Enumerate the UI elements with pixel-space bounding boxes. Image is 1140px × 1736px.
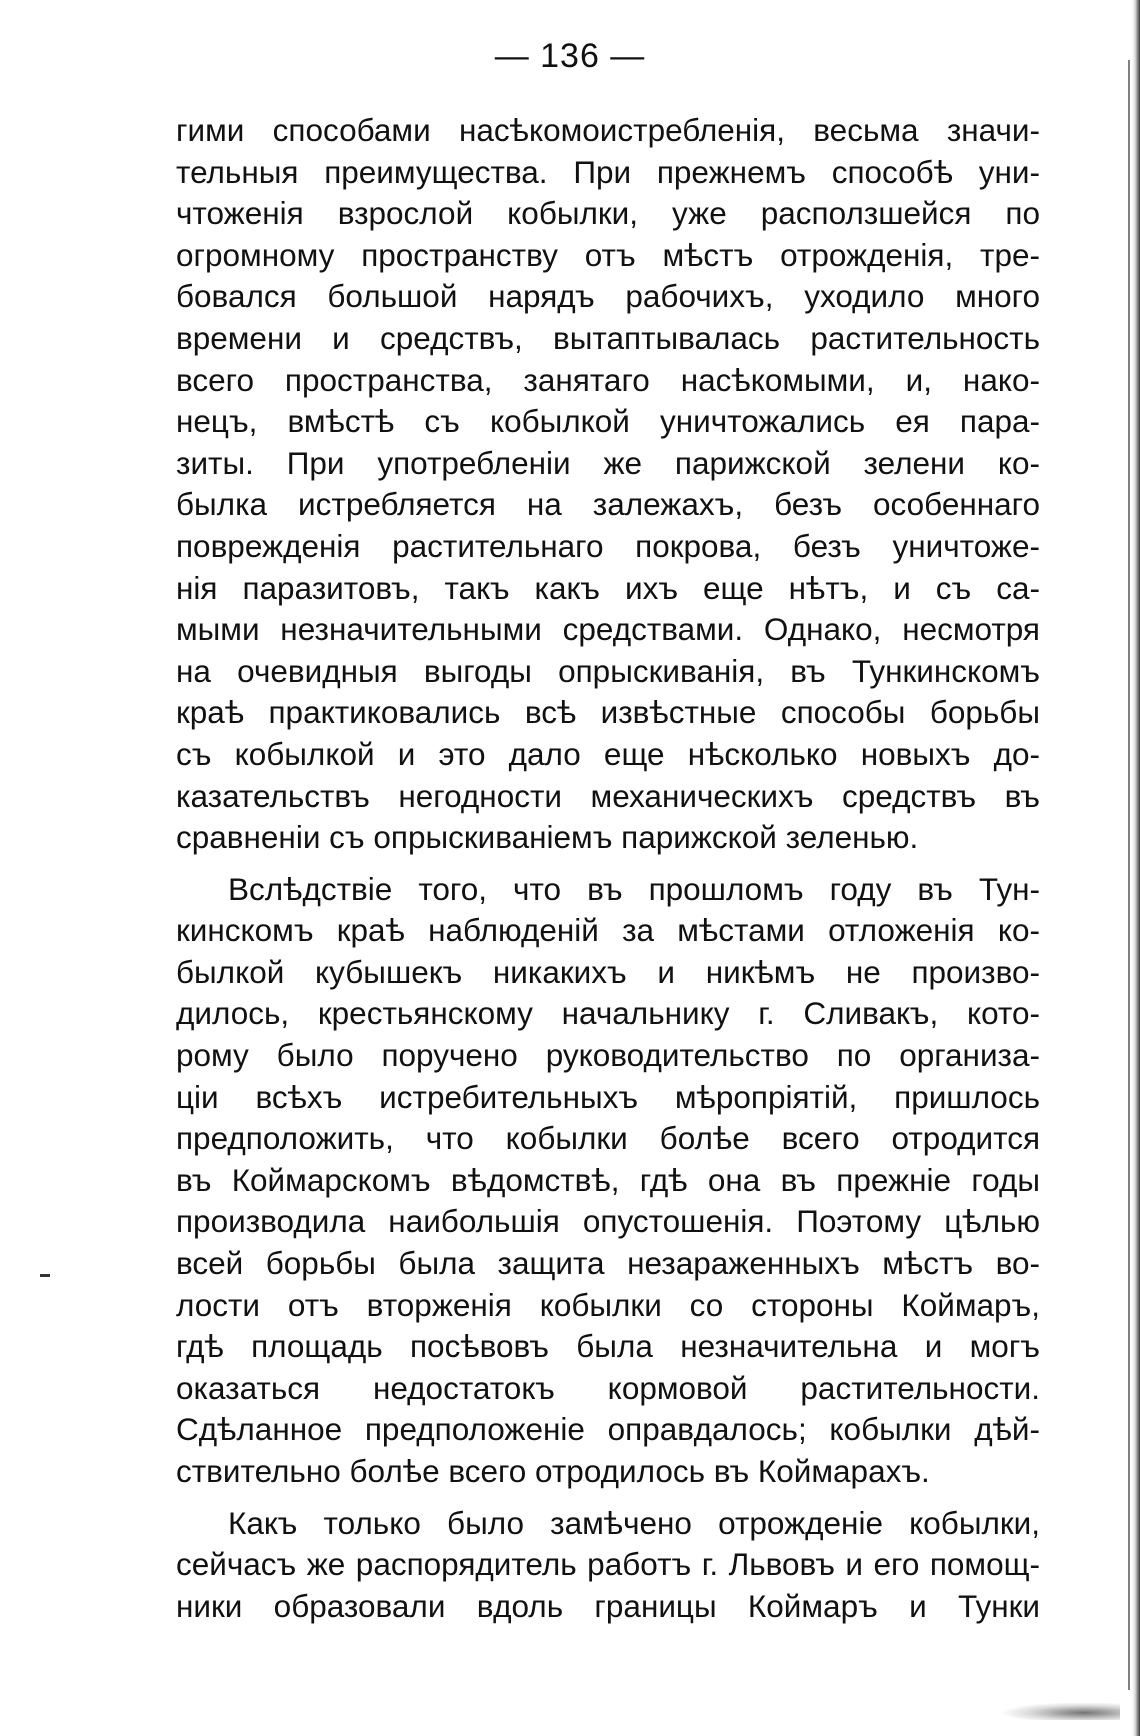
text-line: на очевидныя выгоды опрыскиванія, въ Тункинскомъ	[176, 652, 1040, 689]
text-line: дилось, крестьянскому начальнику г. Сливакъ, кото-	[176, 995, 1040, 1032]
text-line: гдѣ площадь посѣвовъ была незначительна и могъ	[176, 1328, 1040, 1365]
page-number: — 136 —	[494, 37, 646, 75]
page-edge-shadow	[1132, 0, 1140, 1736]
text-line: бовался большой нарядъ рабочихъ, уходило много	[176, 278, 1040, 315]
text-line: ствительно болѣе всего отродилось въ Коймарахъ.	[176, 1453, 930, 1489]
text-line: производила наибольшія опустошенія. Поэтому цѣлью	[176, 1203, 1040, 1240]
text-line: предположить, что кобылки болѣе всего отродится	[176, 1120, 1040, 1157]
ink-smudge	[1000, 1702, 1120, 1720]
text-line: ники образовали вдоль границы Коймаръ и Тунки	[176, 1587, 1040, 1624]
text-line: Вслѣдствіе того, что въ прошломъ году въ Тун-	[228, 870, 1040, 907]
text-line: нія паразитовъ, такъ какъ ихъ еще нѣтъ, и съ са-	[176, 569, 1040, 606]
text-line: огромному пространству отъ мѣстъ отрожденія, тре-	[176, 236, 1040, 273]
text-line: лости отъ вторженія кобылки со стороны Коймаръ,	[176, 1286, 1040, 1323]
text-line: тельныя преимущества. При прежнемъ способѣ уни-	[176, 153, 1040, 190]
text-line: былка истребляется на залежахъ, безъ особеннаго	[176, 486, 1040, 523]
text-line: зиты. При употребленіи же парижской зелени ко-	[176, 444, 1040, 481]
text-line: нецъ, вмѣстѣ съ кобылкой уничтожались ея пара-	[176, 403, 1040, 440]
text-line: сравненіи съ опрыскиваніемъ парижской зеленью.	[176, 819, 919, 856]
paragraph	[176, 1503, 1040, 1628]
text-line: мыми незначительными средствами. Однако, несмотря	[176, 611, 1040, 648]
paragraph-gap	[176, 1493, 1040, 1503]
text-line: чтоженія взрослой кобылки, уже расползшейся по	[176, 195, 1040, 232]
text-line: Какъ только было замѣчено отрожденіе кобылки,	[228, 1504, 1040, 1541]
paragraph	[176, 110, 1040, 859]
text-line: гими способами насѣкомоистребленія, весьма значи-	[176, 112, 1040, 148]
body-text	[176, 110, 1040, 1627]
text-line: рому было поручено руководительство по организа-	[176, 1037, 1040, 1074]
paragraph-gap	[176, 859, 1040, 869]
text-line: кинскомъ краѣ наблюденій за мѣстами отложенія ко-	[176, 912, 1040, 949]
page-edge-line	[1128, 60, 1130, 1690]
text-line: времени и средствъ, вытаптывалась растительность	[176, 319, 1040, 356]
text-line: всего пространства, занятаго насѣкомыми, и, нако-	[176, 361, 1040, 398]
text-line: былкой кубышекъ никакихъ и никѣмъ не произво-	[176, 953, 1040, 990]
text-line: поврежденія растительнаго покрова, безъ уничтоже-	[176, 527, 1040, 564]
text-line: всей борьбы была защита незараженныхъ мѣстъ во-	[176, 1245, 1040, 1282]
text-line: краѣ практиковались всѣ извѣстные способы борьбы	[176, 694, 1040, 731]
text-line: съ кобылкой и это дало еще нѣсколько новыхъ до-	[176, 735, 1040, 772]
text-line: оказаться недостатокъ кормовой растительности.	[176, 1369, 1040, 1406]
paragraph	[176, 869, 1040, 1493]
margin-mark	[40, 1274, 50, 1277]
text-line: сейчасъ же распорядитель работъ г. Львовъ и его помощ-	[176, 1546, 1040, 1583]
text-line: казательствъ негодности механическихъ средствъ въ	[176, 777, 1040, 814]
text-line: ціи всѣхъ истребительныхъ мѣропріятій, пришлось	[176, 1078, 1040, 1115]
text-line: Сдѣланное предположеніе оправдалось; кобылки дѣй-	[176, 1411, 1040, 1448]
text-line: въ Коймарскомъ вѣдомствѣ, гдѣ она въ прежніе годы	[176, 1161, 1040, 1198]
